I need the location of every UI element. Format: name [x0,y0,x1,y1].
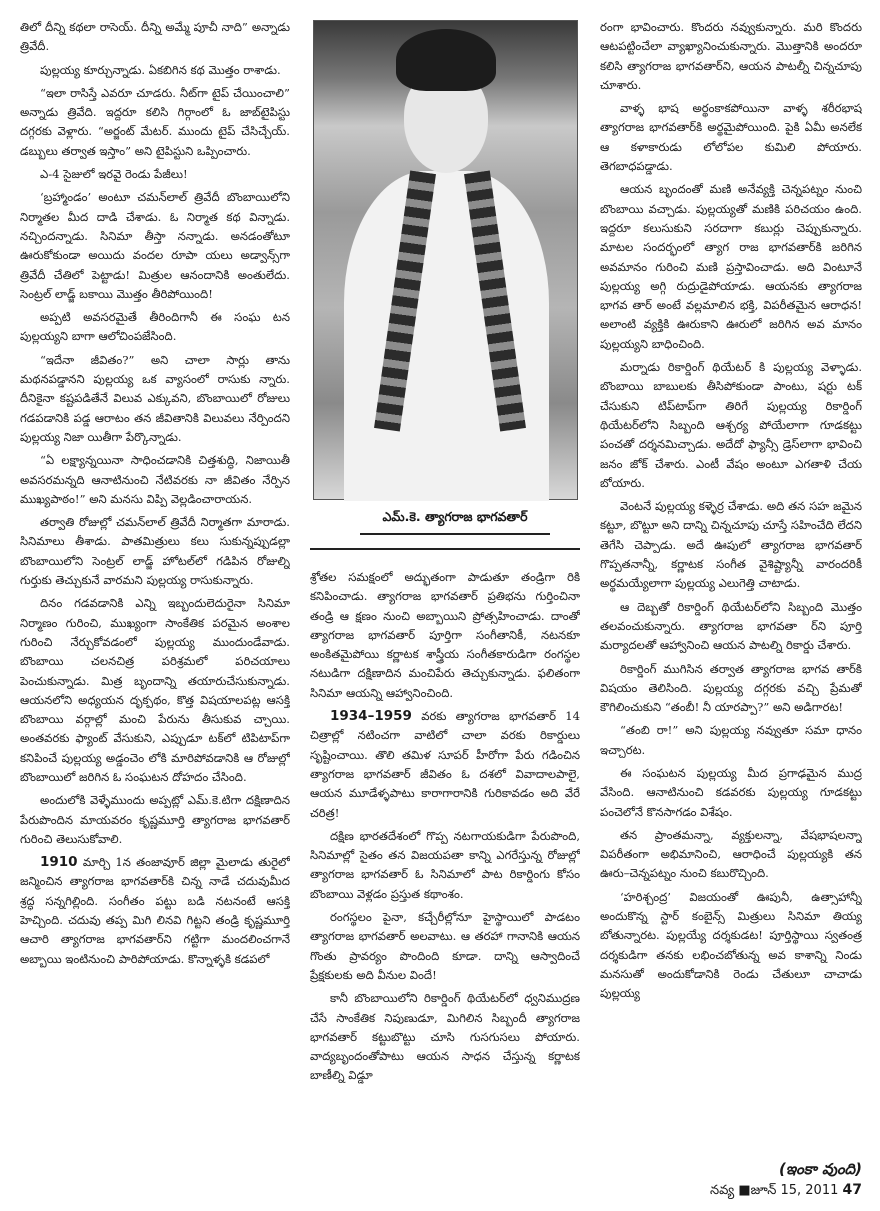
paragraph: అప్పటి అవసరమైతే తీరిందిగానీ ఈ సంఘ టన పుల్లయ్యని బాగా ఆలోచింపజేసింది. [20,310,290,344]
article-column-right [600,18,862,1141]
portrait-photo [313,20,578,500]
paragraph: రంగస్థలం పైనా, కచ్చేరీల్లోనూ హైస్థాయిలో పాడటం త్యాగరాజ భాగవతార్ అలవాటు. ఆ తరహా గానానికి ఆయన గొంతు ప్రావర్యం పొందింది కూడా. దాన్ని ఆస్వాదించే ప్రేక్షకులకు అది వీనుల విందే! [310,910,580,982]
paragraph: కానీ బొంబాయిలోని రికార్డింగ్ థియేటర్‌లో ధ్వనిముద్రణ చేసే సాంకేతిక నిపుణుడూ, మిగిలిన సిబ్బందీ త్యాగరాజ భాగవతార్ కట్టుబొట్టు చూసి గుసగుసలు పోయారు. వాద్యబృందంతోపాటు ఆయన సాధన చేస్తున్న కర్ణాటక బాణీల్ని విడ్డూ [310,991,580,1083]
paragraph: దినం గడవడానికి ఎన్ని ఇబ్బందులెదురైనా సినిమా నిర్మాణం గురించి, ముఖ్యంగా సాంకేతిక పరమైన అంశాల గురించి నేర్చుకోవడంలో పుల్లయ్య ముందుండేవాడు. బొంబాయి చలనచిత్ర పరిశ్రమలో పరిచయాలు పెంచుకున్నాడు. మిత్ర బృందాన్ని తయారుచేసుకున్నాడు. ఆయనలోని అధ్యయన దృక్పథం, కొత్త విషయాలపట్ల ఆసక్తి బొంబాయి వర్గాల్లో మంచి పేరును తీసుకువ చ్చాయి. అంతవరకు ఫ్యాంట్ వేసుకుని, ఎప్పుడూ టక్‌లో టిపిటాప్‌గా కనిపించే పుల్లయ్య అడ్డంచెం లోకి మారిపోవడానికి ఆ రోజుల్లో బొంబాయిలో జరిగిన ఓ సంఘటన దోహదం చేసింది. [20,596,290,784]
paragraph: ఆ దెబ్బతో రికార్డింగ్ థియేటర్‌లోని సిబ్బంది మొత్తం తలవంచుకున్నారు. త్యాగరాజ భాగవతా ర్‌ని పూర్తి మర్యాదలతో ఆహ్వానించి ఆయన పాటల్ని రికార్డు చేశారు. [600,599,862,653]
photo-hair [396,29,496,91]
magazine-name: నవ్య [709,1183,735,1198]
paragraph: మర్నాడు రికార్డింగ్ థియేటర్ కి పుల్లయ్య వెళ్ళాడు. బొంబాయి బాబులకు తీసిపోకుండా పాంటు, షర్టు టక్ చేసుకుని టిప్‌టాప్‌గా తిరిగే పుల్లయ్య రికార్డింగ్ థియేటర్‌లోని సిబ్బంది ఆశ్చర్య పోయేలాగా గూడకట్టు పంచతో దర్శనమిచ్చాడు. అదేదో ఫ్యాన్సీ డ్రెస్‌లాగా భావించి జనం జోక్ చేశారు. ఎంటీ వేషం అంటూ ఎగతాళి చేయ బోయారు. [600,360,862,490]
paragraph: ‘బ్రహ్మాండం’ అంటూ చమన్‌లాల్ త్రివేదీ బొంబాయిలోని నిర్మాతల మీద దాడి చేశాడు. ఓ నిర్మాత కథ విన్నాడు. నచ్చిందన్నాడు. సినిమా తీస్తా నన్నాడు. అనడంతోటూ ఊరుకోకుండా అయిదు వందల రూపా యలు అడ్వాన్స్‌గా త్రివేదీ చేతిలో పెట్టాడు! మిత్రుల ఆనందానికి అంతులేదు. సెంట్రల్ లాడ్జ్ బకాయి మొత్తం తీరిపోయింది! [20,190,290,301]
paragraph-text: మార్చి 1న తంజావూర్ జిల్లా మైలాడు తురైలో జన్మించిన త్యాగరాజ భాగవతార్‌కి చిన్న నాడే చదువుమీద శ్రద్ధ సన్నగిల్లింది. సంగీతం పట్టు బడి నటనంటే ఆసక్తి హెచ్చింది. చదువు తప్ప మిగి లినవి గిట్టని తండ్రి కృష్ణమూర్తి ఆచారి త్యాగరాజ భాగవతార్‌ని గట్టిగా మందలించగానే అబ్బాయి ఇంటినుంచి పారిపోయాడు. కొన్నాళ్ళకి కడపలో [20,855,290,966]
paragraph: రికార్డింగ్ ముగిసిన తర్వాత త్యాగరాజ భాగవ తార్‌కి విషయం తెలిసింది. పుల్లయ్య దగ్గరకు వచ్చి ప్రేమతో కౌగిలించుకుని “తంబీ! నీ యారప్పా?” అని అడిగారట! [600,661,862,715]
article-column-left [20,18,290,1141]
dateline: 1934–1959 [330,708,412,725]
paragraph: తర్వాతి రోజుల్లో చమన్‌లాల్ త్రివేదీ నిర్మాతగా మారాడు. సినిమాలు తీశాడు. పాతమిత్రులు కలు సుకున్నప్పుడల్లా బొంబాయిలోని సెంట్రల్ లాడ్జ్ హోటల్‌లో గడిపిన రోజుల్ని గుర్తుకు తెచ్చుకునే వారమని పుల్లయ్య రాసుకున్నారు. [20,515,290,588]
paragraph: ఈ సంఘటన పుల్లయ్య మీద ప్రగాఢమైన ముద్ర వేసింది. ఆనాటినుంచి కడవరకు పుల్లయ్య గూడకట్టు పంచెలోనే కొనసాగడం విశేషం. [600,765,862,819]
paragraph: “తంబి రా!” అని పుల్లయ్య నవ్వుతూ సమా ధానం ఇచ్చారట. [600,723,862,757]
dateline: 1910 [40,854,78,871]
paragraph-text: వరకు త్యాగరాజ భాగవతార్ 14 చిత్రాల్లో నటించగా వాటిలో చాలా వరకు రికార్డులు సృష్టించాయి. తొలి తమిళ సూపర్ హీరోగా పేరు గడించిన త్యాగరాజ భాగవతార్ జీవితం ఓ దశలో వివాదాలపాలై, ఆయన మూడేళ్ళపాటు కారాగారానికి గురికావడం అది వేరే చరిత్ర! [310,709,580,820]
photo-shirt [344,171,549,501]
separator-icon: ■ [738,1183,751,1198]
paragraph [20,853,290,969]
paragraph: తన ప్రాంతమన్నా, వ్యక్తులన్నా, వేషభాషలన్నా విపరీతంగా అభిమానించి, ఆరాధించే పుల్లయ్యకి తన ఊరు–చెన్నపట్నం నుంచి కబురొచ్చింది. [600,827,862,881]
paragraph: “ఇలా రాసిస్తే ఎవరూ చూడరు. నీట్‌గా టైప్ చేయించాలి” అన్నాడు త్రివేది. ఇద్దరూ కలిసి గిర్గాం‌లో ఓ జాబ్‌టైపిస్టు దగ్గరకు వెళ్లారు. “అర్జంట్ మేటర్. ముందు టైప్ చేసిచ్చేయ్. డబ్బులు తర్వాత ఇస్తాం” అని టైపిస్టుని ఒప్పించారు. [20,85,290,158]
paragraph: “ఇదేనా జీవితం?” అని చాలా సార్లు తాను మథనపడ్డానని పుల్లయ్య ఒక వ్యాసంలో రాసుకు న్నారు. దీనికైనా కష్టపడితేనే విలువ ఎక్కువని, బొంబాయిలో రోజులు గడపడానికి పడ్డ ఆరాటం తన జీవితానికి విలువలు నేర్పిందని పుల్లయ్య నిజా యితీగా పేర్కొన్నాడు. [20,352,290,444]
paragraph: “ఏ లక్ష్యాన్నయినా సాధించడానికి చిత్తశుద్ధి, నిజాయితీ అవసరమన్నది ఆనాటినుంచి నేటివరకు నా జీవితం నేర్పిన ముఖ్యపాఠం!” అని మనసు విప్పి వెల్లడించారాయన. [20,453,290,506]
issue-date: జూన్ 15, 2011 [750,1183,839,1198]
paragraph: అందులోకి వెళ్ళేముందు అప్పట్లో ఎమ్.కె.టిగా దక్షిణాదిన పేరుపొందిన మాయవరం కృష్ణమూర్తి త్యాగరాజ భాగవతార్ గురించి తెలుసుకోవాలి. [20,793,290,846]
paragraph: శ్రోతల సమక్షంలో అద్భుతంగా పాడుతూ తండ్రిగా రికి కనిపించాడు. త్యాగరాజ భాగవతార్ ప్రతిభను గుర్తించినా తండ్రి ఆ క్షణం నుంచి అబ్బాయిని ప్రోత్సహించాడు. దాంతో త్యాగరాజ భాగవతార్ పూర్తిగా సంగీతానికీ, నటనకూ అంకితమైపోయి కర్ణాటక శాస్త్రీయ సంగీతకారుడిగా రంగస్థల నటుడిగా దక్షిణాదిన మంచిపేరు తెచ్చుకున్నాడు. ఫలితంగా సినిమా ఆయన్ని ఆహ్వానించింది. [310,570,580,700]
continued-note: (ఇంకా వుంది) [778,1160,862,1178]
paragraph: వాళ్ళ భాష అర్థంకాకపోయినా వాళ్ళ శరీరభాష త్యాగరాజ భాగవతార్‌కి అర్థమైపోయింది. పైకి ఏమీ అనలేక ఆ కళాకారుడు లోలోపల కుమిలి పోయారు. తెగబాధపడ్డాడు. [600,101,862,174]
paragraph: ఆయన బృందంతో మణి అనేవ్యక్తి చెన్నపట్నం నుంచి బొంబాయి వచ్చాడు. పుల్లయ్యతో మణికి పరిచయం ఉంది. ఇద్దరూ కలుసుకుని సరదాగా కబుర్లు చెప్పుకున్నారు. మాటల సందర్భంలో త్యాగ రాజ భాగవతార్‌కి జరిగిన అవమానం గురించి మణి ప్రస్తావించాడు. అది వింటూనే పుల్లయ్య అగ్గి రుద్రుడైపోయాడు. ఆయనకు త్యాగరాజ భాగవ తార్ అంటే వల్లమాలిన భక్తి, విపరీతమైన ఆరాధన! అలాంటి వ్యక్తికి ఊరుకాని ఊరులో జరిగిన అవ మానం పుల్లయ్యని బాధించింది. [600,182,862,351]
paragraph: ‘హరిశ్చంద్ర’ విజయంతో ఊపునీ, ఉత్సాహాన్నీ అందుకొన్న స్టార్ కంబైన్స్ మిత్రులు సినిమా తియ్య బోతున్నారట. పుల్లయ్యే దర్శకుడట! పూర్తిస్థాయి స్వతంత్ర దర్శకుడిగా తనకు లభించబోతున్న అవ కాశాన్ని నిండు మనసుతో అందుకోడానికి రెండు చేతులూ చాచాడు పుల్లయ్య [600,889,862,1001]
paragraph [310,707,580,823]
paragraph: ఎ-4 సైజులో ఇరవై రెండు పేజీలు! [40,167,188,182]
photo-caption: ఎమ్.కె. త్యాగరాజ భాగవతార్ [360,505,550,535]
paragraph: వెంటనే పుల్లయ్య కళ్ళెర్ర చేశాడు. అది తన సహ జమైన కట్టూ, బొట్టూ అని దాన్ని చిన్నచూపు చూస్తే సహించేది లేదని తెగేసి చెప్పాడు. అదే ఊపులో త్యాగరాజ భాగవతార్ గొప్పతనాన్నీ, కర్ణాటక సంగీత వైశిష్ట్యాన్నీ వారందరికీ అర్థమయ్యేలాగా పుల్లయ్య ఎలుగెత్తి చాటాడు. [600,499,862,591]
divider [310,548,580,550]
page-footer [710,1182,862,1201]
page-number: 47 [842,1182,862,1198]
paragraph: రంగా భావించారు. కొందరు నవ్వుకున్నారు. మరి కొందరు ఆటపట్టించేలా వ్యాఖ్యానించుకున్నారు. మొత్తానికి అందరూ కలిసి త్యాగరాజ భాగవతార్‌ని, ఆయన పాటల్నీ చిన్నచూపు చూశారు. [600,20,862,92]
paragraph: దక్షిణ భారతదేశంలో గొప్ప నటగాయకుడిగా పేరుపొంది, సినిమాల్లో సైతం తన విజయపతా కాన్ని ఎగరేస్తున్న రోజుల్లో త్యాగరాజ భాగవతార్ ఓ సినిమాలో పాట రికార్డింగు కోసం బొంబాయి వెళ్లడం ప్రస్తుత కథాంశం. [310,828,580,901]
article-column-middle [310,568,580,1141]
paragraph: తిలో దీన్ని కథలా రాసెయ్. దీన్ని అమ్మే పూచీ నాది” అన్నాడు త్రివేదీ. [20,20,290,54]
paragraph: పుల్లయ్య కూర్చున్నాడు. ఏకబిగిన కథ మొత్తం రాశాడు. [40,62,281,77]
